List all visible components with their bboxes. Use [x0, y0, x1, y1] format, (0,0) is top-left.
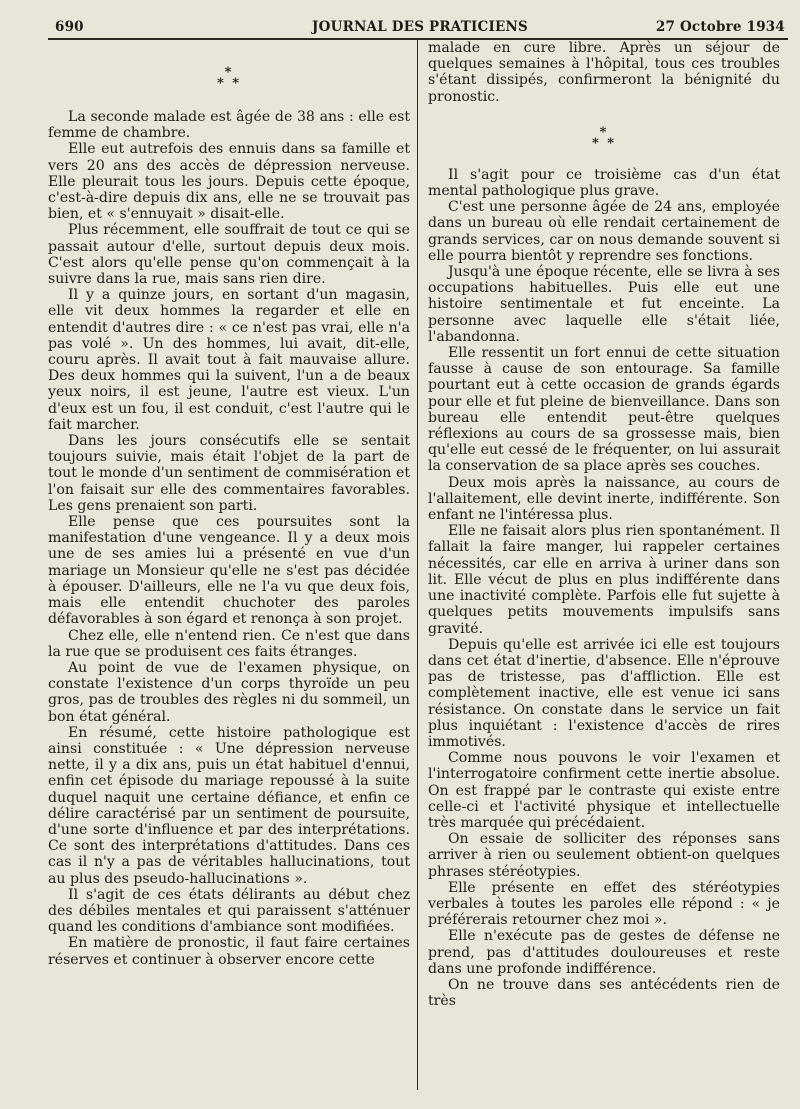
- paragraph: Dans les jours consécutifs elle se sentait toujours suivie, mais était l'objet de la part de tout le monde d'un sentiment de commisération et l'on faisait sur elle des commentaires favorables. Les gens prenaient son parti.: [48, 433, 410, 514]
- page-number: 690: [55, 19, 84, 35]
- paragraph: En résumé, cette histoire pathologique est ainsi constituée : « Une dépression nerveuse nette, il y a dix ans, puis un état habituel d'ennui, enfin cet épisode du mariage repoussé à la suite duquel naquit une certaine défiance, et enfin ce délire caractérisé par un sentiment de poursuite, d'une sorte d'influence et par des interprétations. Ce sont des interprétations d'attitudes. Dans ces cas il n'y a pas de véritables hallucinations, tout au plus des pseudo-hallucinations ».: [48, 724, 410, 887]
- paragraph-continuation: malade en cure libre. Après un séjour de quelques semaines à l'hôpital, tous ces troubles s'étant dissipés, confirmeront la bénignité du pronostic.: [428, 40, 780, 105]
- paragraph: Deux mois après la naissance, au cours de l'allaitement, elle devint inerte, indifférente. Son enfant ne l'intéressa plus.: [428, 474, 780, 524]
- paragraph: La seconde malade est âgée de 38 ans : elle est femme de chambre.: [48, 109, 410, 142]
- paragraph: C'est une personne âgée de 24 ans, employée dans un bureau où elle rendait certainement de grands services, car on nous demande souvent si elle pourra bientôt y reprendre ses fonctions.: [428, 199, 780, 264]
- paragraph: Chez elle, elle n'entend rien. Ce n'est que dans la rue que se produisent ces faits étranges.: [48, 627, 410, 660]
- column-divider: [417, 40, 418, 1090]
- paragraph: Elle n'exécute pas de gestes de défense ne prend, pas d'attitudes douloureuses et reste dans une profonde indifférence.: [428, 928, 780, 977]
- paragraph: Il y a quinze jours, en sortant d'un magasin, elle vit deux hommes la regarder et elle en entendit d'autres dire : « ce n'est pas vrai, elle n'a pas volé ». Un des hommes, lui avait, dit-elle, couru après. Il avait tout à fait mauvaise allure. Des deux hommes qui la suivent, l'un a de beaux yeux noirs, il est jeune, l'autre est vieux. L'un d'eux est un fou, il est conduit, c'est l'autre qui le fait marcher.: [48, 287, 410, 433]
- page-header: [55, 14, 785, 40]
- section-separator: * * *: [216, 65, 242, 91]
- paragraph: Elle eut autrefois des ennuis dans sa famille et vers 20 ans des accès de dépression nerveuse. Elle pleurait tous les jours. Depuis cette époque, c'est-à-dire depuis dix ans, elle ne se trouvait pas bien, et « s'ennuyait » disait-elle.: [48, 141, 410, 223]
- paragraph: Elle ne faisait alors plus rien spontanément. Il fallait la faire manger, lui rappeler certaines nécessités, car elle en arriva à uriner dans son lit. Elle vécut de plus en plus indifférente dans une inactivité complète. Parfois elle fut sujette à quelques petits mouvements impulsifs sans gravité.: [428, 523, 780, 637]
- paragraph: Elle présente en effet des stéréotypies verbales à toutes les paroles elle répond : « je préférerais retourner chez moi ».: [428, 879, 780, 929]
- section-separator: * * *: [591, 124, 617, 151]
- right-column: [428, 40, 780, 1009]
- paragraph: Il s'agit de ces états délirants au début chez des débiles mentales et qui paraissent s'atténuer quand les conditions d'ambiance sont modifiées.: [48, 886, 410, 936]
- issue-date: 27 Octobre 1934: [655, 19, 785, 35]
- paragraph: Plus récemment, elle souffrait de tout ce qui se passait autour d'elle, surtout depuis deux mois. C'est alors qu'elle pense qu'on commençait à la suivre dans la rue, mais sans rien dire.: [48, 222, 410, 288]
- paragraph: En matière de pronostic, il faut faire certaines réserves et continuer à observer encore cette: [48, 935, 410, 968]
- left-column: [48, 40, 410, 968]
- paragraph: Il s'agit pour ce troisième cas d'un état mental pathologique plus grave.: [428, 166, 780, 200]
- paragraph: Comme nous pouvons le voir l'examen et l'interrogatoire confirment cette inertie absolue. On est frappé par le contraste qui existe entre celle-ci et l'activité physique et intellectuelle très marquée qui précédaient.: [428, 750, 780, 831]
- paragraph: Depuis qu'elle est arrivée ici elle est toujours dans cet état d'inertie, d'absence. Elle n'éprouve pas de tristesse, pas d'affliction. Elle est complètement inactive, elle est venue ici sans résistance. On constate dans le service un fait plus inquiétant : l'existence d'accès de rires immotivés.: [428, 636, 780, 750]
- paragraph: Elle pense que ces poursuites sont la manifestation d'une vengeance. Il y a deux mois une de ses amies lui a présenté en vue d'un mariage un Monsieur qu'elle ne s'est pas décidée à épouser. D'ailleurs, elle ne l'a vu que deux fois, mais elle entendit chuchoter des paroles défavorables à son égard et renonça à son projet.: [48, 514, 410, 628]
- paragraph: Jusqu'à une époque récente, elle se livra à ses occupations habituelles. Puis elle eut une histoire sentimentale et fut enceinte. La personne avec laquelle elle s'était liée, l'abandonna.: [428, 264, 780, 345]
- paragraph: On ne trouve dans ses antécédents rien de très: [428, 976, 780, 1010]
- paragraph: Elle ressentit un fort ennui de cette situation fausse à cause de son entourage. Sa famille pourtant eut à cette occasion de grands égards pour elle et fut pleine de bienveillance. Dans son bureau elle entendit peut-être quelques réflexions au cours de sa grossesse mais, bien qu'elle eut cessé de le fréquenter, on lui assurait la conservation de sa place après ses couches.: [428, 345, 780, 475]
- paragraph: On essaie de solliciter des réponses sans arriver à rien ou seulement obtient-on quelques phrases stéréotypies.: [428, 831, 780, 880]
- journal-title: JOURNAL DES PRATICIENS: [312, 19, 528, 35]
- paragraph: Au point de vue de l'examen physique, on constate l'existence d'un corps thyroïde un peu gros, pas de troubles des règles ni du sommeil, un bon état général.: [48, 659, 410, 725]
